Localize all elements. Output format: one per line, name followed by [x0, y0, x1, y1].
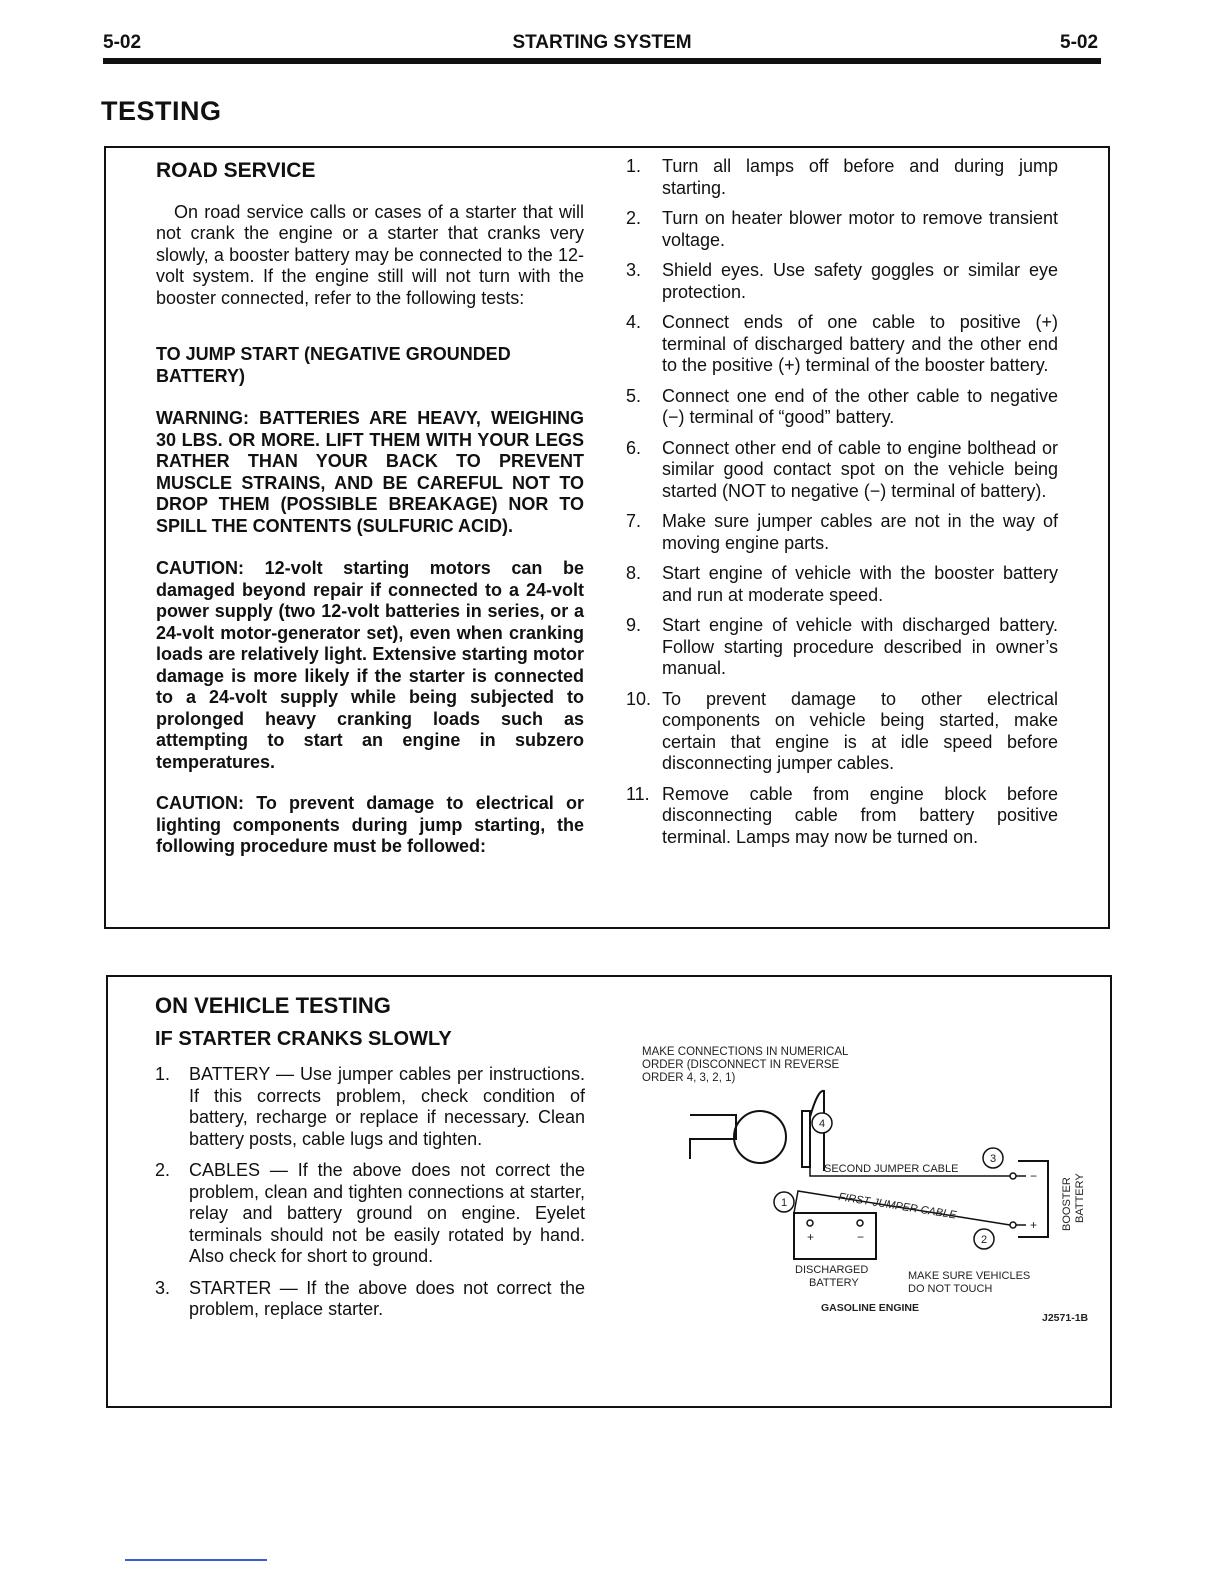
jump-start-steps-column: [626, 156, 1058, 857]
on-vehicle-step: [155, 1160, 585, 1268]
marker-3-label: 3: [990, 1153, 997, 1165]
jump-start-steps-list: [626, 156, 1058, 848]
booster-battery: [1010, 1161, 1048, 1237]
diagram-note-line3: ORDER 4, 3, 2, 1): [642, 1072, 736, 1084]
step-text: Remove cable from engine block before disconnecting cable from battery positive terminal. Lamps may now be turned on.: [662, 783, 1058, 847]
discharged-plus-sign: +: [807, 1230, 815, 1244]
discharged-label-line1: DISCHARGED: [795, 1264, 869, 1276]
jump-start-step: [626, 260, 1058, 303]
road-service-heading: ROAD SERVICE: [156, 159, 316, 182]
second-cable-label: SECOND JUMPER CABLE: [824, 1163, 959, 1175]
booster-label-line1: BOOSTER: [1061, 1177, 1073, 1231]
step-number: 6.: [626, 437, 642, 458]
step-text: CABLES — If the above does not correct the problem, clean and tighten connections at starter, relay and battery ground on engine. Eyelet terminals should not be easily rotated by hand. Also check for short to ground.: [189, 1160, 585, 1266]
step-text: STARTER — If the above does not correct the problem, replace starter.: [189, 1277, 585, 1319]
on-vehicle-heading: ON VEHICLE TESTING: [155, 993, 391, 1018]
marker-1-label: 1: [781, 1197, 788, 1209]
step-text: Make sure jumper cables are not in the way of moving engine parts.: [662, 511, 1058, 553]
figure-id: J2571-1B: [1042, 1312, 1089, 1324]
diagram-note-line2: ORDER (DISCONNECT IN REVERSE: [642, 1059, 840, 1071]
page-number-right: 5-02: [1060, 32, 1099, 53]
section-title: STARTING SYSTEM: [512, 32, 692, 53]
step-number: 10.: [626, 688, 652, 709]
booster-plus-sign: +: [1030, 1218, 1038, 1232]
discharged-label-line2: BATTERY: [809, 1277, 859, 1289]
discharged-minus-sign: −: [857, 1230, 865, 1244]
step-text: Connect ends of one cable to positive (+) terminal of discharged battery and the other end to the positive (+) terminal of the booster battery.: [662, 312, 1058, 375]
road-service-box: [104, 146, 1110, 929]
on-vehicle-testing-box: [106, 975, 1112, 1408]
jump-start-step: [626, 438, 1058, 503]
cranks-slowly-heading: IF STARTER CRANKS SLOWLY: [155, 1027, 452, 1050]
booster-minus-sign: −: [1030, 1169, 1038, 1183]
on-vehicle-steps-list: [155, 1064, 585, 1321]
step-text: BATTERY — Use jumper cables per instructions. If this corrects problem, check condition of battery, recharge or replace if necessary. Clean battery posts, cable lugs and tighten.: [189, 1064, 585, 1149]
road-service-intro: On road service calls or cases of a starter that will not crank the engine or a starter that cranks very slowly, a booster battery may be connected to the 12-volt system. If the engine still will not turn with the booster connected, refer to the following tests:: [156, 201, 584, 308]
step-number: 3.: [155, 1277, 171, 1298]
discharged-battery: [794, 1213, 876, 1259]
page-number-left: 5-02: [103, 32, 142, 53]
on-vehicle-step: [155, 1278, 585, 1321]
step-number: 2.: [626, 208, 642, 228]
step-text: Turn all lamps off before and during jump starting.: [662, 156, 1058, 198]
header-rule: [103, 58, 1101, 64]
marker-2: [974, 1229, 994, 1249]
jump-start-step: [626, 689, 1058, 775]
jump-start-step: [626, 156, 1058, 199]
step-text: Shield eyes. Use safety goggles or similar eye protection.: [662, 260, 1058, 302]
first-cable-label: FIRST JUMPER CABLE: [837, 1191, 958, 1222]
step-number: 9.: [626, 615, 642, 635]
step-number: 1.: [626, 156, 642, 176]
on-vehicle-step: [155, 1064, 585, 1150]
road-service-left-column: [156, 160, 584, 858]
step-number: 5.: [626, 385, 642, 406]
jump-start-step: [626, 784, 1058, 849]
step-text: Turn on heater blower motor to remove transient voltage.: [662, 208, 1058, 250]
engine-label: GASOLINE ENGINE: [821, 1302, 920, 1314]
touch-warning-line1: MAKE SURE VEHICLES: [908, 1270, 1031, 1282]
step-text: To prevent damage to other electrical components on vehicle being started, make certain that engine is at idle speed before disconnecting jumper cables.: [662, 688, 1058, 773]
marker-2-label: 2: [981, 1234, 988, 1246]
caution-24-volt: CAUTION: 12-volt starting motors can be damaged beyond repair if connected to a 24-volt power supply (two 12-volt batteries in series, or a 24-volt motor-generator set), even when cranking loads are relatively light. Extensive starting motor damage is more likely if the starter is connected to a 24-volt supply while being subjected to prolonged heavy cranking loads such as attempting to start an engine in subzero temperatures.: [156, 558, 584, 772]
step-text: Connect other end of cable to engine bolthead or similar good contact spot on the vehicle being started (NOT to negative (−) terminal of battery).: [662, 437, 1058, 501]
starter-motor: [690, 1091, 824, 1171]
footer-link-line: [125, 1559, 267, 1561]
step-number: 8.: [626, 563, 642, 583]
step-number: 7.: [626, 511, 642, 531]
caution-procedure: CAUTION: To prevent damage to electrical or lighting components during jump starting, the following procedure must be followed:: [156, 793, 584, 856]
step-number: 4.: [626, 312, 642, 332]
warning-text: WARNING: BATTERIES ARE HEAVY, WEIGHING 30 LBS. OR MORE. LIFT THEM WITH YOUR LEGS RATHER THAN YOUR BACK TO PREVENT MUSCLE STRAINS, AND BE CAREFUL NOT TO DROP THEM (POSSIBLE BREAKAGE) NOR TO SPILL THE CONTENTS (SULFURIC ACID).: [156, 408, 584, 536]
jump-start-step: [626, 386, 1058, 429]
diagram-note-line1: MAKE CONNECTIONS IN NUMERICAL: [642, 1046, 849, 1058]
page-title: TESTING: [101, 96, 222, 126]
on-vehicle-left-column: [155, 995, 585, 1331]
jump-start-diagram: [638, 1041, 1108, 1341]
step-number: 3.: [626, 260, 642, 280]
marker-4: [812, 1113, 832, 1133]
jump-start-step: [626, 312, 1058, 377]
marker-3: [983, 1148, 1003, 1168]
marker-4-label: 4: [819, 1118, 826, 1130]
booster-label-line2: BATTERY: [1074, 1173, 1086, 1223]
touch-warning-line2: DO NOT TOUCH: [908, 1283, 993, 1295]
jump-start-heading: TO JUMP START (NEGATIVE GROUNDED BATTERY): [156, 344, 511, 386]
step-number: 11.: [626, 783, 650, 804]
jump-start-step: [626, 208, 1058, 251]
jump-start-diagram-svg: [638, 1041, 1108, 1341]
jump-start-step: [626, 511, 1058, 554]
marker-1: [774, 1192, 794, 1212]
step-text: Connect one end of the other cable to negative (−) terminal of “good” battery.: [662, 385, 1058, 427]
step-text: Start engine of vehicle with discharged battery. Follow starting procedure described in owner’s manual.: [662, 615, 1058, 678]
step-text: Start engine of vehicle with the booster battery and run at moderate speed.: [662, 563, 1058, 605]
jump-start-step: [626, 563, 1058, 606]
jump-start-step: [626, 615, 1058, 680]
step-number: 2.: [155, 1160, 171, 1180]
step-number: 1.: [155, 1064, 171, 1084]
